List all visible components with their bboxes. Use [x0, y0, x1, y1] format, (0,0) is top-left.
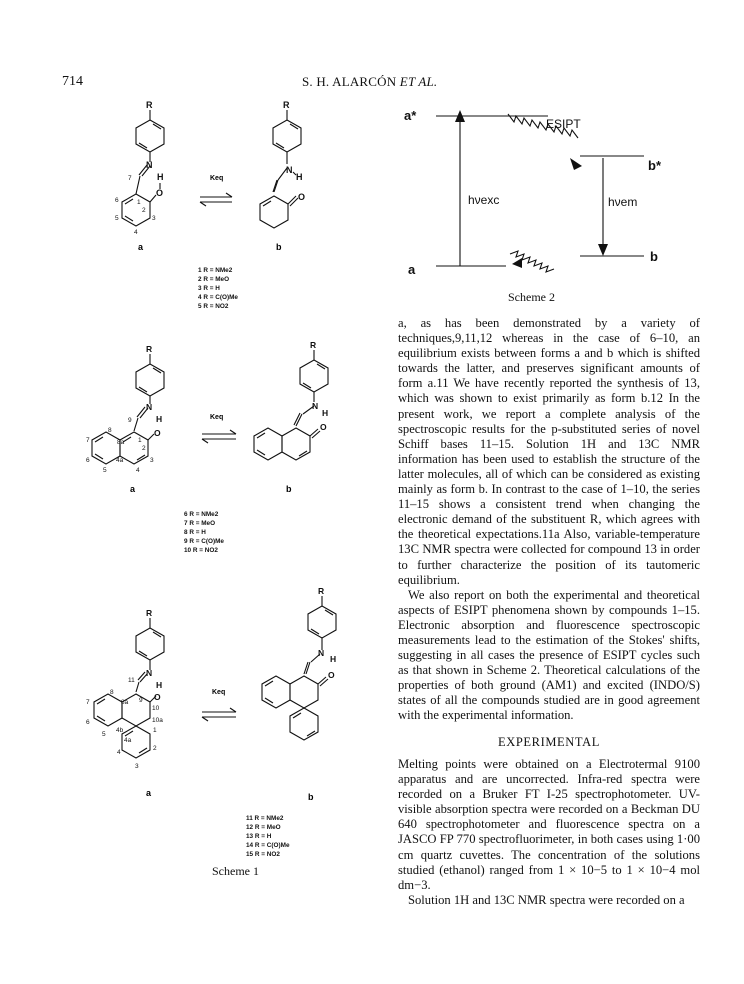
set2-atom-number-3: 3 [150, 457, 154, 464]
running-head-etal: ET AL. [399, 74, 438, 89]
set3-a-O: O [154, 692, 161, 702]
set1-a-H: H [157, 172, 164, 182]
set1-atom-number-7: 7 [128, 175, 132, 182]
label-a-star: a* [404, 108, 417, 123]
scheme-1-caption: Scheme 1 [212, 864, 259, 878]
page-number: 714 [62, 74, 83, 89]
list-item: 13 R = H [246, 833, 272, 840]
label-hv-exc: hνexc [468, 193, 500, 207]
set1-atom-number-6: 6 [115, 197, 119, 204]
set2-atom-number-1: 1 [138, 437, 142, 444]
body-text-top [398, 316, 700, 724]
set3-atom-number-7: 7 [86, 699, 90, 706]
paragraph-3: Melting points were obtained on a Electrotermal 9100 apparatus and are uncorrected. Infra-red spectra were recorded on a Bruker FT I-25 spectrophotometer. UV-visible absorption spectra were recorded on a Beckman DU 640 spectrophotometer and fluorescence spectra on a JASCO FP 770 spectrofluorimeter, in both cases using 1·00 cm quartz cuvettes. The concentration of the solutions studied (ethanol) ranged from 1 × 10−5 to 1 × 10−4 mol dm−3. [398, 757, 700, 892]
set3-atom-number-11: 11 [128, 677, 135, 684]
set2-atom-number-8: 8 [108, 427, 112, 434]
set2-atom-number-8a: 8a [117, 439, 125, 446]
section-heading: EXPERIMENTAL [497, 735, 601, 749]
list-item: 7 R = MeO [184, 520, 216, 527]
set3-atom-number-6: 6 [86, 719, 90, 726]
running-head-authors: S. H. ALARCÓN [302, 74, 397, 89]
set3-atom-number-2: 2 [153, 745, 157, 752]
set2-keq: Keq [210, 414, 224, 421]
label-hv-em: hνem [608, 195, 638, 209]
set1-a-N: N [146, 160, 153, 170]
label-a: a [408, 262, 416, 277]
set1-keq: Keq [210, 175, 224, 182]
scheme-2-figure [398, 96, 700, 296]
set3-b-R: R [318, 586, 325, 596]
set2-a-H: H [156, 414, 163, 424]
set3-atom-number-4a: 4a [124, 737, 132, 744]
list-item: 8 R = H [184, 529, 206, 536]
set1-b-H: H [296, 172, 303, 182]
set1-atom-number-2: 2 [142, 207, 146, 214]
list-item: 11 R = NMe2 [246, 815, 284, 822]
set3-atom-number-5: 5 [102, 731, 106, 738]
set2-b-H: H [322, 408, 329, 418]
list-item: 4 R = C(O)Me [198, 294, 238, 301]
set1-a-O: O [156, 188, 164, 198]
set2-atom-number-4: 4 [136, 467, 140, 474]
set2-a-N: N [146, 402, 153, 412]
set3-atom-number-3: 3 [135, 763, 139, 770]
set2-label-a: a [130, 484, 136, 494]
scheme-2-caption: Scheme 2 [508, 290, 555, 304]
set3-b-O: O [328, 670, 335, 680]
set3-substituent-list [246, 814, 290, 859]
list-item: 12 R = MeO [246, 824, 281, 831]
set2-atom-number-6: 6 [86, 457, 90, 464]
list-item: 6 R = NMe2 [184, 511, 219, 518]
set3-keq: Keq [212, 689, 226, 696]
set1-atom-number-3: 3 [152, 215, 156, 222]
set1-b-N: N [286, 165, 293, 175]
set3-a-N: N [146, 668, 153, 678]
set2-label-b: b [286, 484, 292, 494]
set2-structure-a [92, 354, 164, 464]
set3-atom-number-4b: 4b [116, 727, 124, 734]
set2-a-R: R [146, 344, 153, 354]
set2-b-N: N [312, 401, 319, 411]
set2-atom-number-9: 9 [128, 417, 132, 424]
set3-atom-number-4: 4 [117, 749, 121, 756]
arrowhead-down [598, 244, 608, 256]
list-item: 3 R = H [198, 285, 220, 292]
set2-atom-number-2: 2 [142, 445, 146, 452]
set2-b-O: O [320, 422, 327, 432]
set1-structure-b [260, 110, 301, 228]
relaxation-arrowhead [512, 258, 522, 268]
running-head [302, 74, 437, 90]
set3-atom-number-1: 1 [153, 727, 157, 734]
label-esipt: ESIPT [546, 117, 581, 131]
paragraph-1: a, as has been demonstrated by a variety of techniques,9,11,12 whereas in the case of 6–10, an equilibrium exists between forms a and b which is shifted towards the latter, and preserves significant amounts of form a.11 We have recently reported the synthesis of 13, which was shown to exist primarily as form b.12 In the present work, we report a complete analysis of the spectroscopic results for the p-substituted series of novel Schiff bases 11–15. Solution 1H and 13C NMR information has been used to establish the structure of the latter molecules, all of which can be considered as existing mainly as form b. In contrast to the case of 1–10, the series 11–15 shows a consistent trend when changing the electronic demand of the substituent R, which agrees with the theoretical expectations.11a Also, variable-temperature 13C NMR spectra were collected for compound 13 in order to further characterize the position of its tautomeric equilibrium. [398, 316, 700, 587]
list-item: 15 R = NO2 [246, 851, 280, 858]
set1-a-R: R [146, 100, 153, 110]
paragraph-4: Solution 1H and 13C NMR spectra were recorded on a [408, 892, 685, 907]
set3-atom-number-8a: 8a [121, 699, 129, 706]
set3-atom-number-9: 9 [139, 697, 143, 704]
list-item: 2 R = MeO [198, 276, 230, 283]
set3-b-H: H [330, 654, 337, 664]
list-item: 14 R = C(O)Me [246, 842, 290, 849]
list-item: 1 R = NMe2 [198, 267, 233, 274]
set2-atom-number-5: 5 [103, 467, 107, 474]
set3-atom-number-10a: 10a [152, 717, 163, 724]
set2-a-O: O [154, 428, 161, 438]
set3-a-R: R [146, 608, 153, 618]
label-b: b [650, 249, 658, 264]
set1-atom-number-1: 1 [137, 199, 141, 206]
set1-atom-number-4: 4 [134, 229, 138, 236]
scheme-1-figure [86, 96, 390, 841]
list-item: 9 R = C(O)Me [184, 538, 224, 545]
set1-substituent-list [198, 266, 238, 311]
set3-atom-number-10: 10 [152, 705, 160, 712]
set3-structure-b [262, 596, 336, 740]
set1-atom-number-5: 5 [115, 215, 119, 222]
set3-a-H: H [156, 680, 163, 690]
body-text-bottom [398, 757, 700, 908]
set1-b-O: O [298, 192, 306, 202]
set2-b-R: R [310, 340, 317, 350]
set3-atom-number-8: 8 [110, 689, 114, 696]
set1-label-b: b [276, 242, 282, 252]
paragraph-2: We also report on both the experimental and theoretical aspects of ESIPT phenomena shown by compounds 1–15. Electronic absorption and fluorescence spectroscopic measurements lead to the estimation of the Stokes' shifts, suggesting in all cases the presence of ESIPT cycles such as that shown in Scheme 2. Theoretical calculations of the properties of both ground (AM1) and excited (INDO/S) states of all the compounds studied are in good agreement with the experimental information. [398, 587, 700, 723]
list-item: 5 R = NO2 [198, 303, 229, 310]
set3-label-b: b [308, 792, 314, 802]
set3-b-N: N [318, 648, 325, 658]
list-item: 10 R = NO2 [184, 547, 218, 554]
set2-atom-number-7: 7 [86, 437, 90, 444]
esipt-arrowhead [570, 158, 582, 170]
set2-atom-number-4a: 4a [116, 457, 124, 464]
set1-b-R: R [283, 100, 290, 110]
label-b-star: b* [648, 158, 661, 173]
set3-label-a: a [146, 788, 152, 798]
set1-label-a: a [138, 242, 144, 252]
set2-substituent-list [184, 510, 224, 555]
